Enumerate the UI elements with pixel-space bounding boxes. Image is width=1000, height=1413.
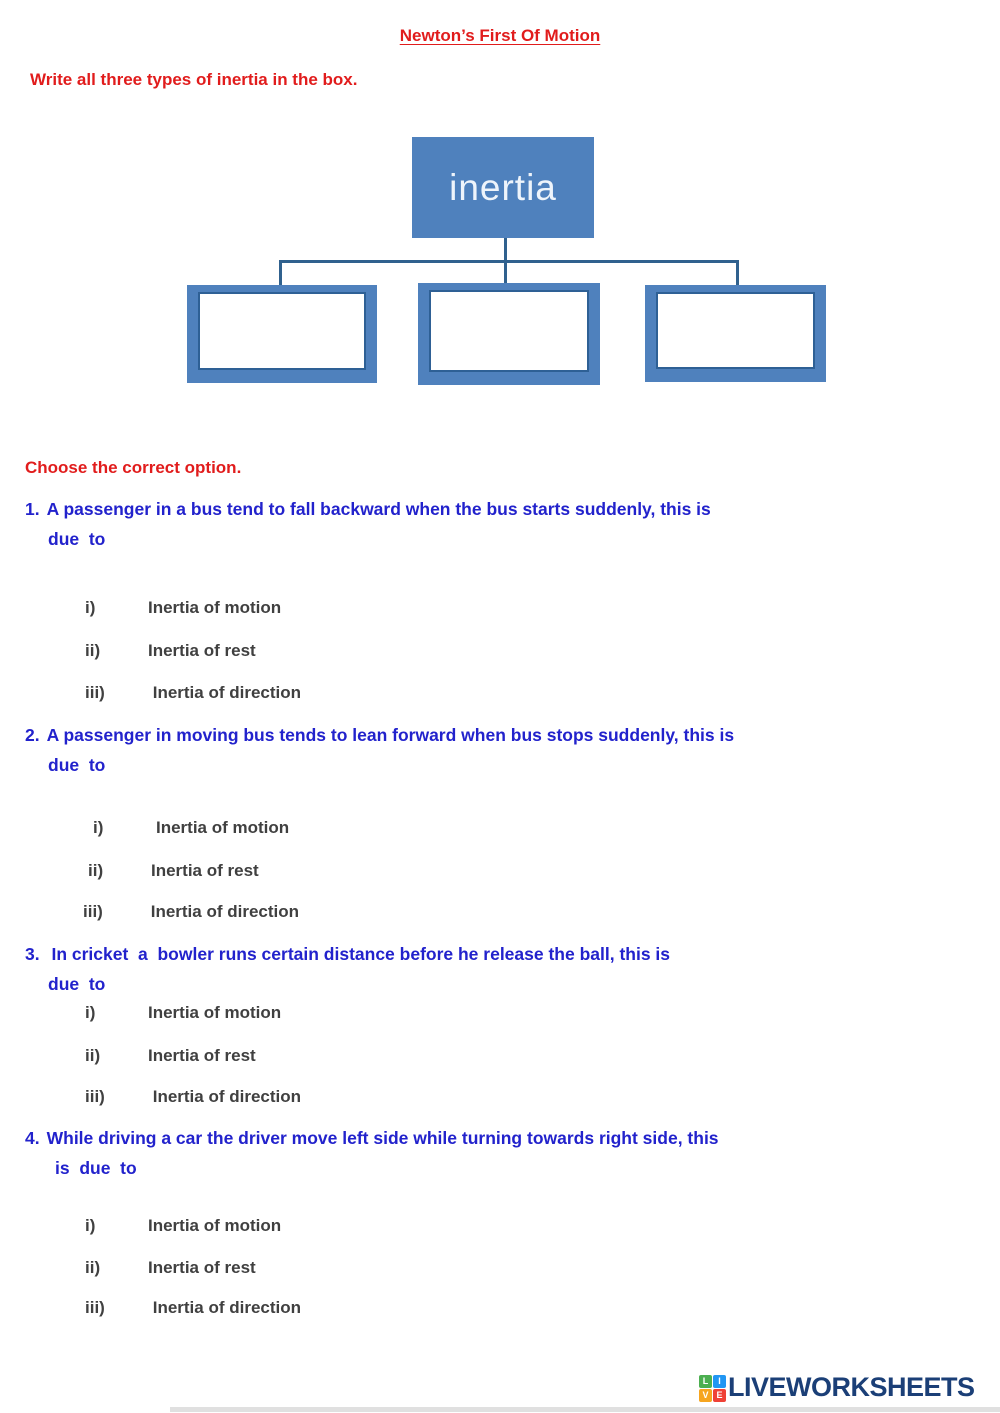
question-3-number: 3.	[25, 944, 40, 964]
diagram-root-label: inertia	[449, 166, 557, 208]
question-2-number: 2.	[25, 725, 40, 745]
question-3-line1: In cricket a bowler runs certain distance before he release the ball, this is	[46, 944, 671, 964]
question-4-option-i[interactable]: i) Inertia of motion	[85, 1216, 282, 1235]
question-4-option-ii[interactable]: ii) Inertia of rest	[85, 1258, 256, 1277]
question-3-line2: due to	[48, 974, 106, 994]
connector-drop-right	[736, 262, 739, 285]
question-3-option-i[interactable]: i) Inertia of motion	[85, 1003, 282, 1022]
question-4-line1: While driving a car the driver move left side while turning towards right side, this	[46, 1128, 719, 1148]
question-1-line2: due to	[48, 529, 106, 549]
brand-text: LIVEWORKSHEETS	[728, 1372, 975, 1402]
liveworksheets-logo-icon	[699, 1375, 726, 1402]
logo-square-v: V	[699, 1389, 712, 1402]
inertia-answer-input-2[interactable]	[429, 290, 589, 372]
inertia-answer-input-1[interactable]	[198, 292, 366, 370]
question-1-option-ii[interactable]: ii) Inertia of rest	[85, 641, 256, 660]
question-1-option-i[interactable]: i) Inertia of motion	[85, 598, 282, 617]
answer-box-frame-1	[187, 285, 377, 383]
question-4-line2: is due to	[55, 1158, 137, 1178]
question-3-option-iii[interactable]: iii) Inertia of direction	[85, 1087, 302, 1106]
inertia-answer-input-3[interactable]	[656, 292, 815, 369]
footer-brand	[699, 1372, 975, 1402]
question-1-number: 1.	[25, 499, 40, 519]
question-1-line1: A passenger in a bus tend to fall backward when the bus starts suddenly, this is	[46, 499, 711, 519]
connector-drop-middle	[504, 262, 507, 285]
page-title: Newton’s First Of Motion	[399, 26, 601, 45]
question-2-option-i[interactable]: i) Inertia of motion	[93, 818, 290, 837]
page-bottom-edge	[170, 1407, 1000, 1412]
question-2-option-iii[interactable]: iii) Inertia of direction	[83, 902, 300, 921]
instruction-write-inertia: Write all three types of inertia in the box.	[30, 70, 358, 89]
connector-drop-left	[279, 262, 282, 285]
question-4-number: 4.	[25, 1128, 40, 1148]
question-1-text	[25, 499, 711, 520]
connector-stem	[504, 238, 507, 261]
question-2-line2: due to	[48, 755, 106, 775]
logo-square-l: L	[699, 1375, 712, 1388]
answer-box-frame-2	[418, 283, 600, 385]
instruction-choose-option: Choose the correct option.	[25, 458, 242, 477]
question-2-line1: A passenger in moving bus tends to lean forward when bus stops suddenly, this is	[46, 725, 735, 745]
logo-square-e: E	[713, 1389, 726, 1402]
question-4-text	[25, 1128, 719, 1149]
question-2-option-ii[interactable]: ii) Inertia of rest	[88, 861, 259, 880]
connector-horizontal	[279, 260, 739, 263]
diagram-root-box	[412, 137, 594, 238]
question-2-text	[25, 725, 734, 746]
question-3-text	[25, 944, 670, 965]
question-1-option-iii[interactable]: iii) Inertia of direction	[85, 683, 302, 702]
logo-square-i: I	[713, 1375, 726, 1388]
question-4-option-iii[interactable]: iii) Inertia of direction	[85, 1298, 302, 1317]
question-3-option-ii[interactable]: ii) Inertia of rest	[85, 1046, 256, 1065]
inertia-diagram	[0, 0, 1000, 420]
answer-box-frame-3	[645, 285, 826, 382]
